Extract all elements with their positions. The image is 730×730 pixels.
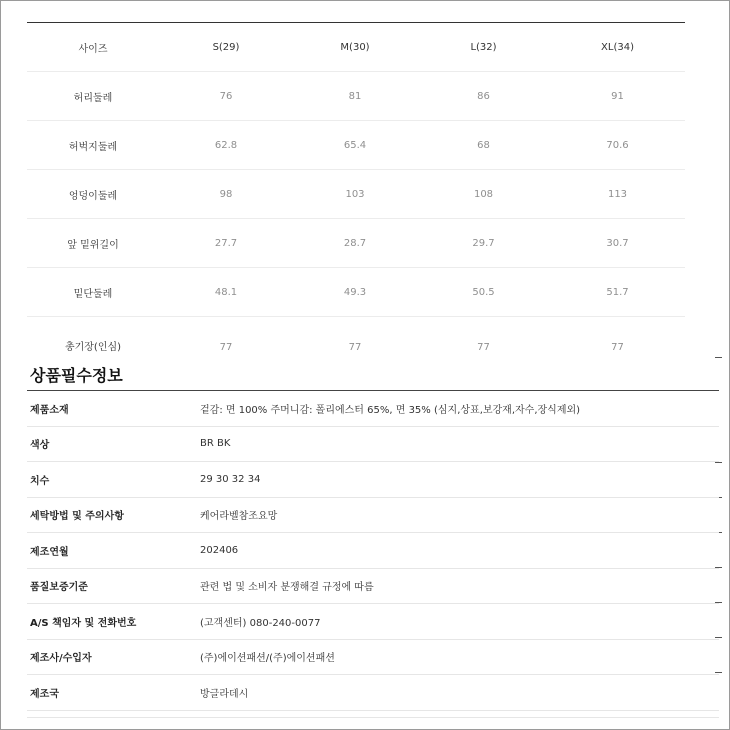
size-cell: 49.3 [293, 268, 417, 317]
size-cell: 77 [348, 342, 362, 353]
size-row-label: 허리둘레 [27, 72, 159, 121]
size-row-length [27, 317, 685, 356]
info-label: 치수 [27, 462, 200, 498]
size-cell: 28.7 [293, 219, 417, 268]
info-row-material [27, 391, 719, 427]
product-info-table [27, 390, 719, 711]
size-row-label: 허벅지둘레 [27, 121, 159, 170]
scroll-mark [715, 357, 722, 358]
info-label: 색상 [27, 426, 200, 462]
info-value: 29 30 32 34 [200, 462, 719, 498]
size-header-xl: XL(34) [550, 23, 685, 72]
size-cell: 62.8 [159, 121, 293, 170]
size-header-s: S(29) [159, 23, 293, 72]
size-cell: 91 [550, 72, 685, 121]
info-value: 관련 법 및 소비자 분쟁해결 규정에 따름 [200, 568, 719, 604]
size-cell: 30.7 [550, 219, 685, 268]
size-cell: 108 [417, 170, 550, 219]
info-label: 제조국 [27, 675, 200, 711]
info-value: BR BK [200, 426, 719, 462]
info-value: 202406 [200, 533, 719, 569]
size-cell: 70.6 [550, 121, 685, 170]
info-label: 세탁방법 및 주의사항 [27, 497, 200, 533]
size-row-label: 총기장(인심) [64, 342, 122, 353]
size-cell: 77 [219, 342, 233, 353]
info-value: 겉감: 면 100% 주머니감: 폴리에스터 65%, 면 35% (심지,상표,보강재,자수,장식제외) [200, 391, 719, 427]
size-header-row [27, 23, 685, 72]
size-cell: 65.4 [293, 121, 417, 170]
info-row-country [27, 675, 719, 711]
info-row-color [27, 426, 719, 462]
info-value: (주)에이션패션/(주)에이션패션 [200, 639, 719, 675]
size-cell: 29.7 [417, 219, 550, 268]
size-row-label: 밑단둘레 [27, 268, 159, 317]
size-row-label: 엉덩이둘레 [27, 170, 159, 219]
info-label: 품질보증기준 [27, 568, 200, 604]
info-row-size [27, 462, 719, 498]
info-label: 제품소재 [27, 391, 200, 427]
info-value: (고객센터) 080-240-0077 [200, 604, 719, 640]
size-cell: 113 [550, 170, 685, 219]
info-row-manufacture-date [27, 533, 719, 569]
info-label: 제조연월 [27, 533, 200, 569]
size-cell: 76 [159, 72, 293, 121]
size-row-hip [27, 170, 685, 219]
size-cell: 50.5 [417, 268, 550, 317]
size-cell: 98 [159, 170, 293, 219]
size-cell: 86 [417, 72, 550, 121]
info-row-quality [27, 568, 719, 604]
size-header-m: M(30) [293, 23, 417, 72]
size-cell: 81 [293, 72, 417, 121]
info-value: 방글라데시 [200, 675, 719, 711]
size-row-waist [27, 72, 685, 121]
info-label: A/S 책임자 및 전화번호 [27, 604, 200, 640]
size-cell: 48.1 [159, 268, 293, 317]
size-cell: 51.7 [550, 268, 685, 317]
size-chart-table [27, 22, 685, 355]
product-info-title: 상품필수정보 [30, 366, 123, 385]
size-cell: 27.7 [159, 219, 293, 268]
size-row-hem [27, 268, 685, 317]
bottom-divider [27, 717, 719, 718]
size-cell: 103 [293, 170, 417, 219]
info-label: 제조사/수입자 [27, 639, 200, 675]
size-header-l: L(32) [417, 23, 550, 72]
info-row-as-contact [27, 604, 719, 640]
size-cell: 77 [611, 342, 624, 353]
info-row-manufacturer [27, 639, 719, 675]
info-value: 케어라벨참조요망 [200, 497, 719, 533]
size-row-label: 앞 밑위길이 [27, 219, 159, 268]
size-cell: 77 [477, 342, 490, 353]
size-cell: 68 [417, 121, 550, 170]
info-row-care [27, 497, 719, 533]
size-row-thigh [27, 121, 685, 170]
size-row-front-rise [27, 219, 685, 268]
size-header-label: 사이즈 [27, 23, 159, 72]
